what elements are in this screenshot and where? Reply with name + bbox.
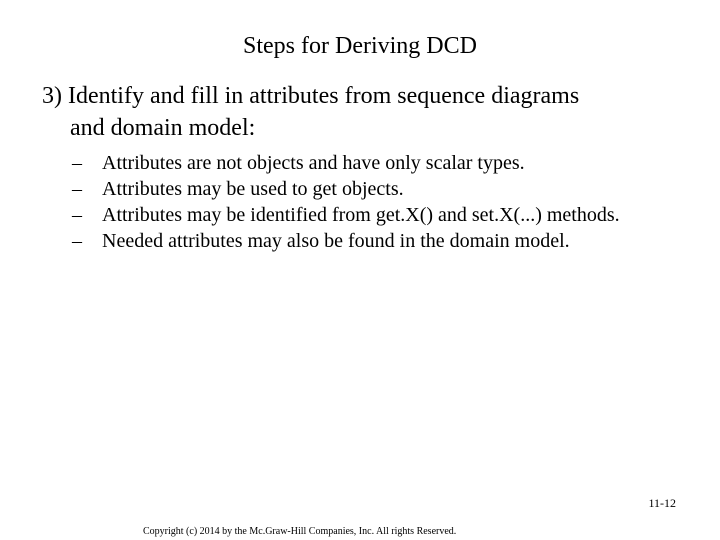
copyright-notice: Copyright (c) 2014 by the Mc.Graw-Hill Companies, Inc. All rights Reserved. [143, 526, 457, 537]
sub-bullet-text: Needed attributes may also be found in the domain model. [102, 230, 570, 252]
sub-bullet [72, 176, 712, 202]
sub-bullet [72, 202, 712, 228]
page-number: 11-12 [648, 496, 676, 510]
dash-bullet-icon: – [72, 204, 82, 226]
sub-bullet-text: Attributes may be identified from get.X() and set.X(...) methods. [102, 204, 620, 226]
main-bullet [42, 80, 692, 144]
sub-bullet [72, 228, 712, 254]
sub-bullet [72, 150, 712, 176]
main-bullet-line-2: and domain model: [70, 115, 256, 141]
main-bullet-line-1: 3) Identify and fill in attributes from sequence diagrams [42, 83, 580, 109]
sub-bullet-text: Attributes may be used to get objects. [102, 178, 404, 200]
dash-bullet-icon: – [72, 178, 82, 200]
dash-bullet-icon: – [72, 152, 82, 174]
dash-bullet-icon: – [72, 230, 82, 252]
slide-title: Steps for Deriving DCD [243, 33, 477, 59]
sub-bullet-list [72, 150, 712, 254]
sub-bullet-text: Attributes are not objects and have only scalar types. [102, 152, 525, 174]
